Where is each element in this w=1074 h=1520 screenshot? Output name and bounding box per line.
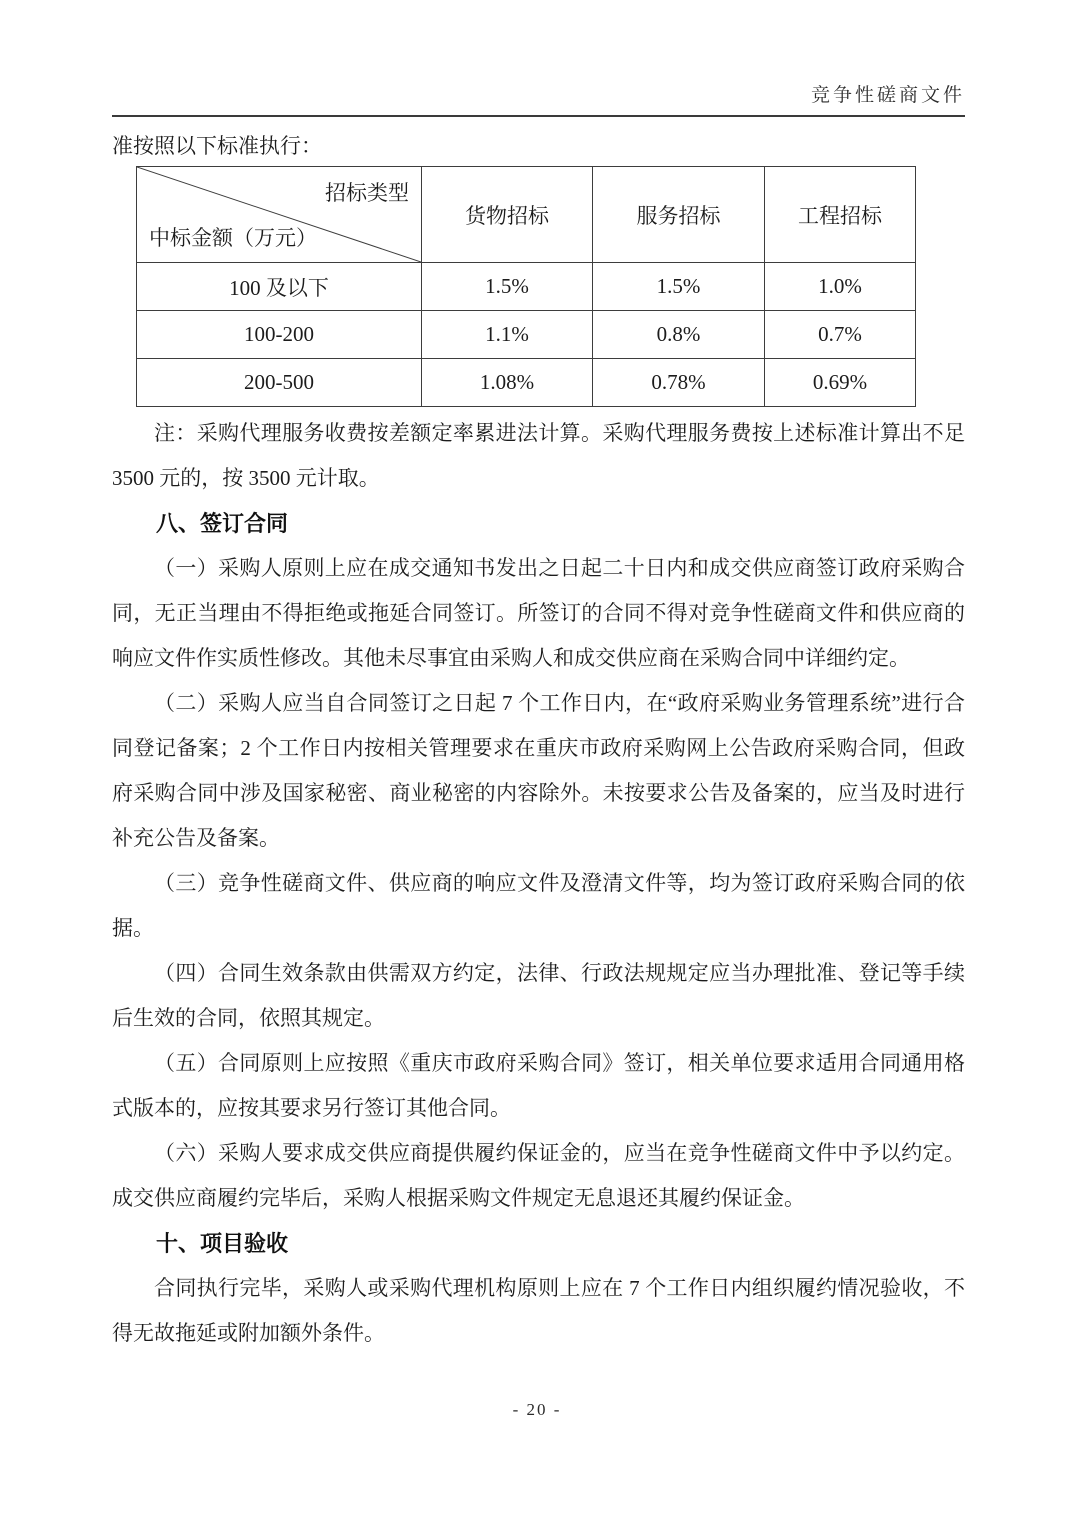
paragraph-contract-3: （三）竞争性磋商文件、供应商的响应文件及澄清文件等，均为签订政府采购合同的依据。 — [112, 871, 965, 940]
corner-label-bid-type: 招标类型 — [325, 181, 409, 205]
header-rule — [112, 115, 965, 117]
row-label: 100-200 — [137, 311, 422, 359]
document-content — [112, 128, 965, 1356]
intro-line: 准按照以下标准执行： — [112, 134, 322, 158]
table-corner-cell — [137, 167, 422, 263]
rate-cell: 1.5% — [422, 263, 593, 311]
column-header-goods: 货物招标 — [422, 167, 593, 263]
table-row — [137, 263, 916, 311]
paragraph-contract-5: （五）合同原则上应按照《重庆市政府采购合同》签订，相关单位要求适用合同通用格式版本的，应按其要求另行签订其他合同。 — [112, 1051, 965, 1120]
paragraph-contract-4: （四）合同生效条款由供需双方约定，法律、行政法规规定应当办理批准、登记等手续后生效的合同，依照其规定。 — [112, 961, 965, 1030]
rate-cell: 0.8% — [593, 311, 765, 359]
corner-label-amount: 中标金额（万元） — [149, 226, 317, 250]
table-row — [137, 359, 916, 407]
paragraph-contract-2: （二）采购人应当自合同签订之日起 7 个工作日内，在“政府采购业务管理系统”进行合同登记备案；2 个工作日内按相关管理要求在重庆市政府采购网上公告政府采购合同，但政府采购合同中涉及国家秘密、商业秘密的内容除外。未按要求公告及备案的，应当及时进行补充公告及备案。 — [112, 691, 965, 850]
rate-cell: 0.78% — [593, 359, 765, 407]
rate-cell: 1.1% — [422, 311, 593, 359]
header-title: 竞争性磋商文件 — [810, 85, 965, 106]
rate-cell: 0.69% — [765, 359, 916, 407]
rate-cell: 1.5% — [593, 263, 765, 311]
page-header — [112, 0, 965, 117]
rate-cell: 1.08% — [422, 359, 593, 407]
section-heading-acceptance: 十、项目验收 — [156, 1231, 289, 1256]
paragraph-contract-6: （六）采购人要求成交供应商提供履约保证金的，应当在竞争性磋商文件中予以约定。成交供应商履约完毕后，采购人根据采购文件规定无息退还其履约保证金。 — [112, 1141, 965, 1210]
section-heading-contract: 八、签订合同 — [156, 511, 289, 536]
column-header-services: 服务招标 — [593, 167, 765, 263]
column-header-engineering: 工程招标 — [765, 167, 916, 263]
page-number: - 20 - — [512, 1400, 562, 1419]
row-label: 100 及以下 — [137, 263, 422, 311]
paragraph-acceptance-1: 合同执行完毕，采购人或采购代理机构原则上应在 7 个工作日内组织履约情况验收，不得无故拖延或附加额外条件。 — [112, 1276, 965, 1345]
paragraph-contract-1: （一）采购人原则上应在成交通知书发出之日起二十日内和成交供应商签订政府采购合同，无正当理由不得拒绝或拖延合同签订。所签订的合同不得对竞争性磋商文件和供应商的响应文件作实质性修改。其他未尽事宜由采购人和成交供应商在采购合同中详细约定。 — [112, 556, 965, 670]
table-note: 注：采购代理服务收费按差额定率累进法计算。采购代理服务费按上述标准计算出不足 3500 元的，按 3500 元计取。 — [112, 421, 965, 490]
table-header-row — [137, 167, 916, 263]
rate-cell: 1.0% — [765, 263, 916, 311]
rate-cell: 0.7% — [765, 311, 916, 359]
fee-rate-table — [136, 166, 916, 407]
row-label: 200-500 — [137, 359, 422, 407]
table-row — [137, 311, 916, 359]
